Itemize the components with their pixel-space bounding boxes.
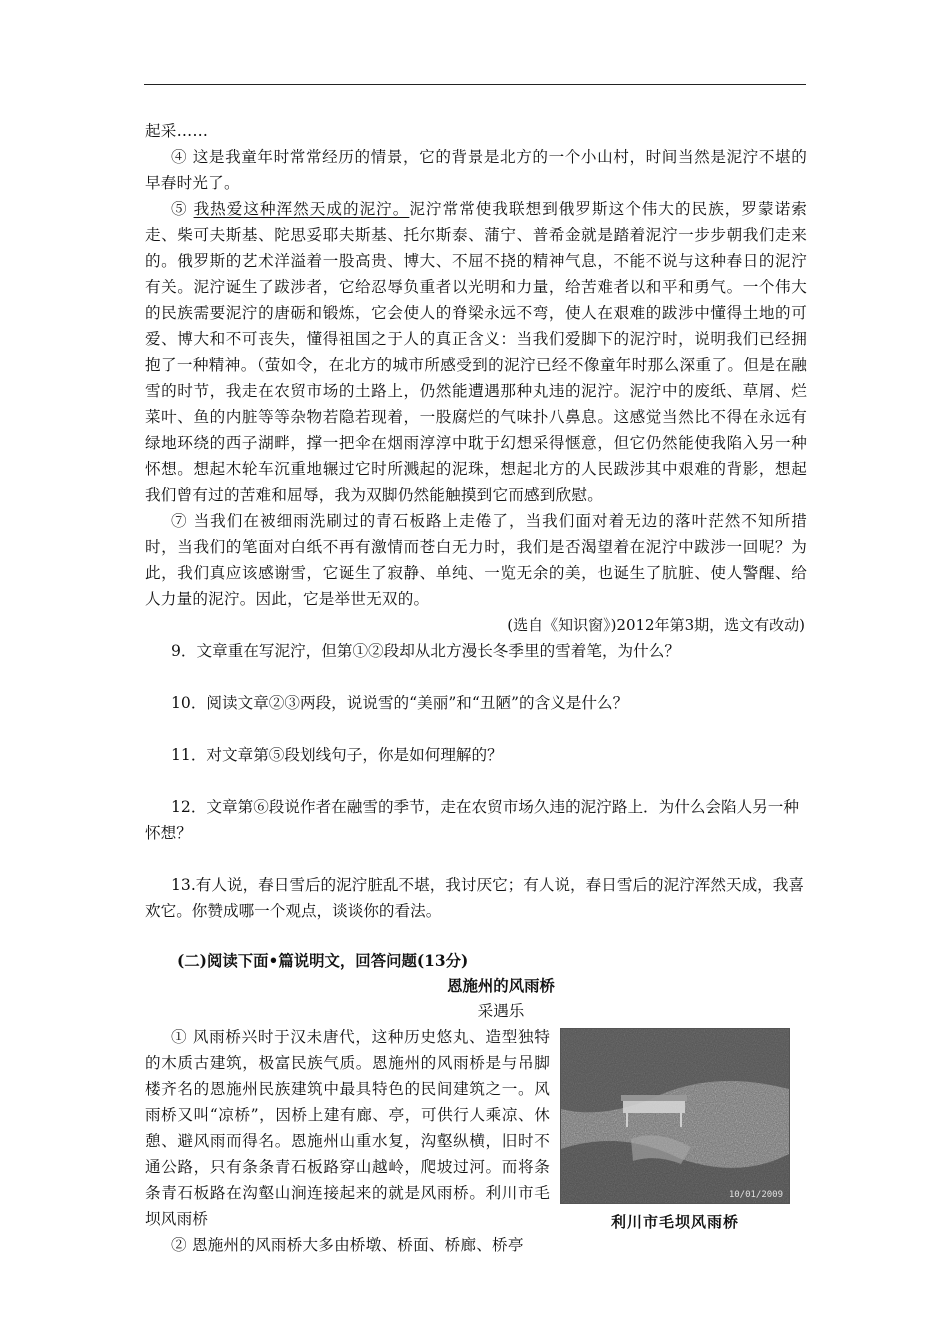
document-page — [145, 118, 807, 1258]
paragraph-5-body: 泥泞常常使我联想到俄罗斯这个伟大的民族，罗蒙诺索走、柴可夫斯基、陀思妥耶夫斯基、托尔斯泰、蒲宁、普希金就是踏着泥泞一步步朝我们走来的。俄罗斯的艺术洋溢着一股高贵、博大、不屈不挠的精神气息，不能不说与这种春日的泥泞有关。泥泞诞生了跋涉者，它给忍辱负重者以光明和力量，给苦难者以和平和勇气。一个伟大的民族需要泥泞的唐砺和锻炼，它会使人的脊梁永远不弯，使人在艰难的跋涉中懂得土地的可爱、博大和不可丧失，懂得祖国之于人的真正含义：当我们爱脚下的泥泞时，说明我们已经拥抱了一种精神。（萤如令，在北方的城市所感受到的泥泞已经不像童年时那么深重了。但是在融雪的时节，我走在农贸市场的土路上，仍然能遭遇那种丸违的泥泞。泥泞中的废纸、草屑、烂菜叶、鱼的内脏等等杂物若隐若现着，一股腐烂的气味扑八鼻息。这感觉当然比不得在永远有绿地环绕的西子湖畔，撑一把伞在烟雨淳淳中耽于幻想采得惬意，但它仍然能使我陷入另一种怀想。想起木轮车沉重地辗过它时所溅起的泥珠，想起北方的人民跋涉其中艰难的背影，想起我们曾有过的苦难和屈辱，我为双脚仍然能触摸到它而感到欣慰。 — [145, 200, 807, 504]
article-body — [145, 1024, 807, 1258]
bridge-figure — [560, 1028, 790, 1232]
paragraph-5 — [145, 196, 807, 508]
underlined-sentence: 我热爱这种浑然天成的泥泞。 — [193, 200, 410, 218]
question-13: 13.有人说，春日雪后的泥泞脏乱不堪，我讨厌它；有人说，春日雪后的泥泞浑然天成，我喜欢它。你赞成哪一个观点，谈谈你的看法。 — [145, 876, 804, 920]
paragraph-5-marker: ⑤ — [171, 200, 194, 218]
paragraph-continuation: 起采…… — [145, 122, 209, 140]
header-rule — [144, 84, 806, 85]
article-paragraph-2: ② 恩施州的风雨桥大多由桥墩、桥面、桥廊、桥亭 — [171, 1236, 524, 1254]
source-citation: (选自《知识窗》)2012年第3期，选文有改动) — [507, 616, 805, 634]
paragraph-7: ⑦ 当我们在被细雨洗刷过的青石板路上走倦了，当我们面对着无边的落叶茫然不知所措时，当我们的笔面对白纸不再有激情而苍白无力时，我们是否渴望着在泥泞中跋涉一回呢？为此，我们真应该感谢雪，它诞生了寂静、单纯、一览无余的美，也诞生了肮脏、使人警醒、给人力量的泥泞。因此，它是举世无双的。 — [145, 512, 807, 608]
question-9: 9．文章重在写泥泞，但第①②段却从北方漫长冬季里的雪着笔，为什么？ — [171, 642, 680, 660]
bridge-photo — [560, 1028, 790, 1204]
article-title: 恩施州的风雨桥 — [447, 977, 555, 995]
paragraph-4: ④ 这是我童年时常常经历的情景，它的背景是北方的一个小山村，时间当然是泥泞不堪的早春时光了。 — [145, 148, 807, 192]
question-list — [145, 638, 807, 924]
section-heading: (二)阅读下面•篇说明文，回答问题(13分) — [177, 952, 469, 970]
photo-date-stamp: 10/01/2009 — [728, 1190, 783, 1200]
figure-caption: 利川市毛坝风雨桥 — [610, 1213, 739, 1231]
article-text-column — [145, 1024, 550, 1258]
article-paragraph-1: ① 风雨桥兴时于汉未唐代，这种历史悠丸、造型独特的木质古建筑，极富民族气质。恩施州的风雨桥是与吊脚楼齐名的恩施州民族建筑中最具特色的民间建筑之一。风雨桥又叫“凉桥”，因桥上建有廊、亭，可供行人乘凉、休憩、避风雨而得名。恩施州山重水复，沟壑纵横，旧时不通公路，只有条条青石板路穿山越岭，爬坡过河。而将条条青石板路在沟壑山涧连接起来的就是风雨桥。利川市毛坝风雨桥 — [145, 1028, 550, 1228]
question-10: 10．阅读文章②③两段，说说雪的“美丽”和“丑陋”的含义是什么？ — [171, 694, 629, 712]
article-author: 采遇乐 — [477, 1002, 525, 1020]
question-11: 11．对文章第⑤段划线句子，你是如何理解的？ — [171, 746, 503, 764]
question-12: 12．文章第⑥段说作者在融雪的季节，走在农贸市场久违的泥泞路上．为什么会陷人另一种怀想？ — [145, 798, 799, 842]
